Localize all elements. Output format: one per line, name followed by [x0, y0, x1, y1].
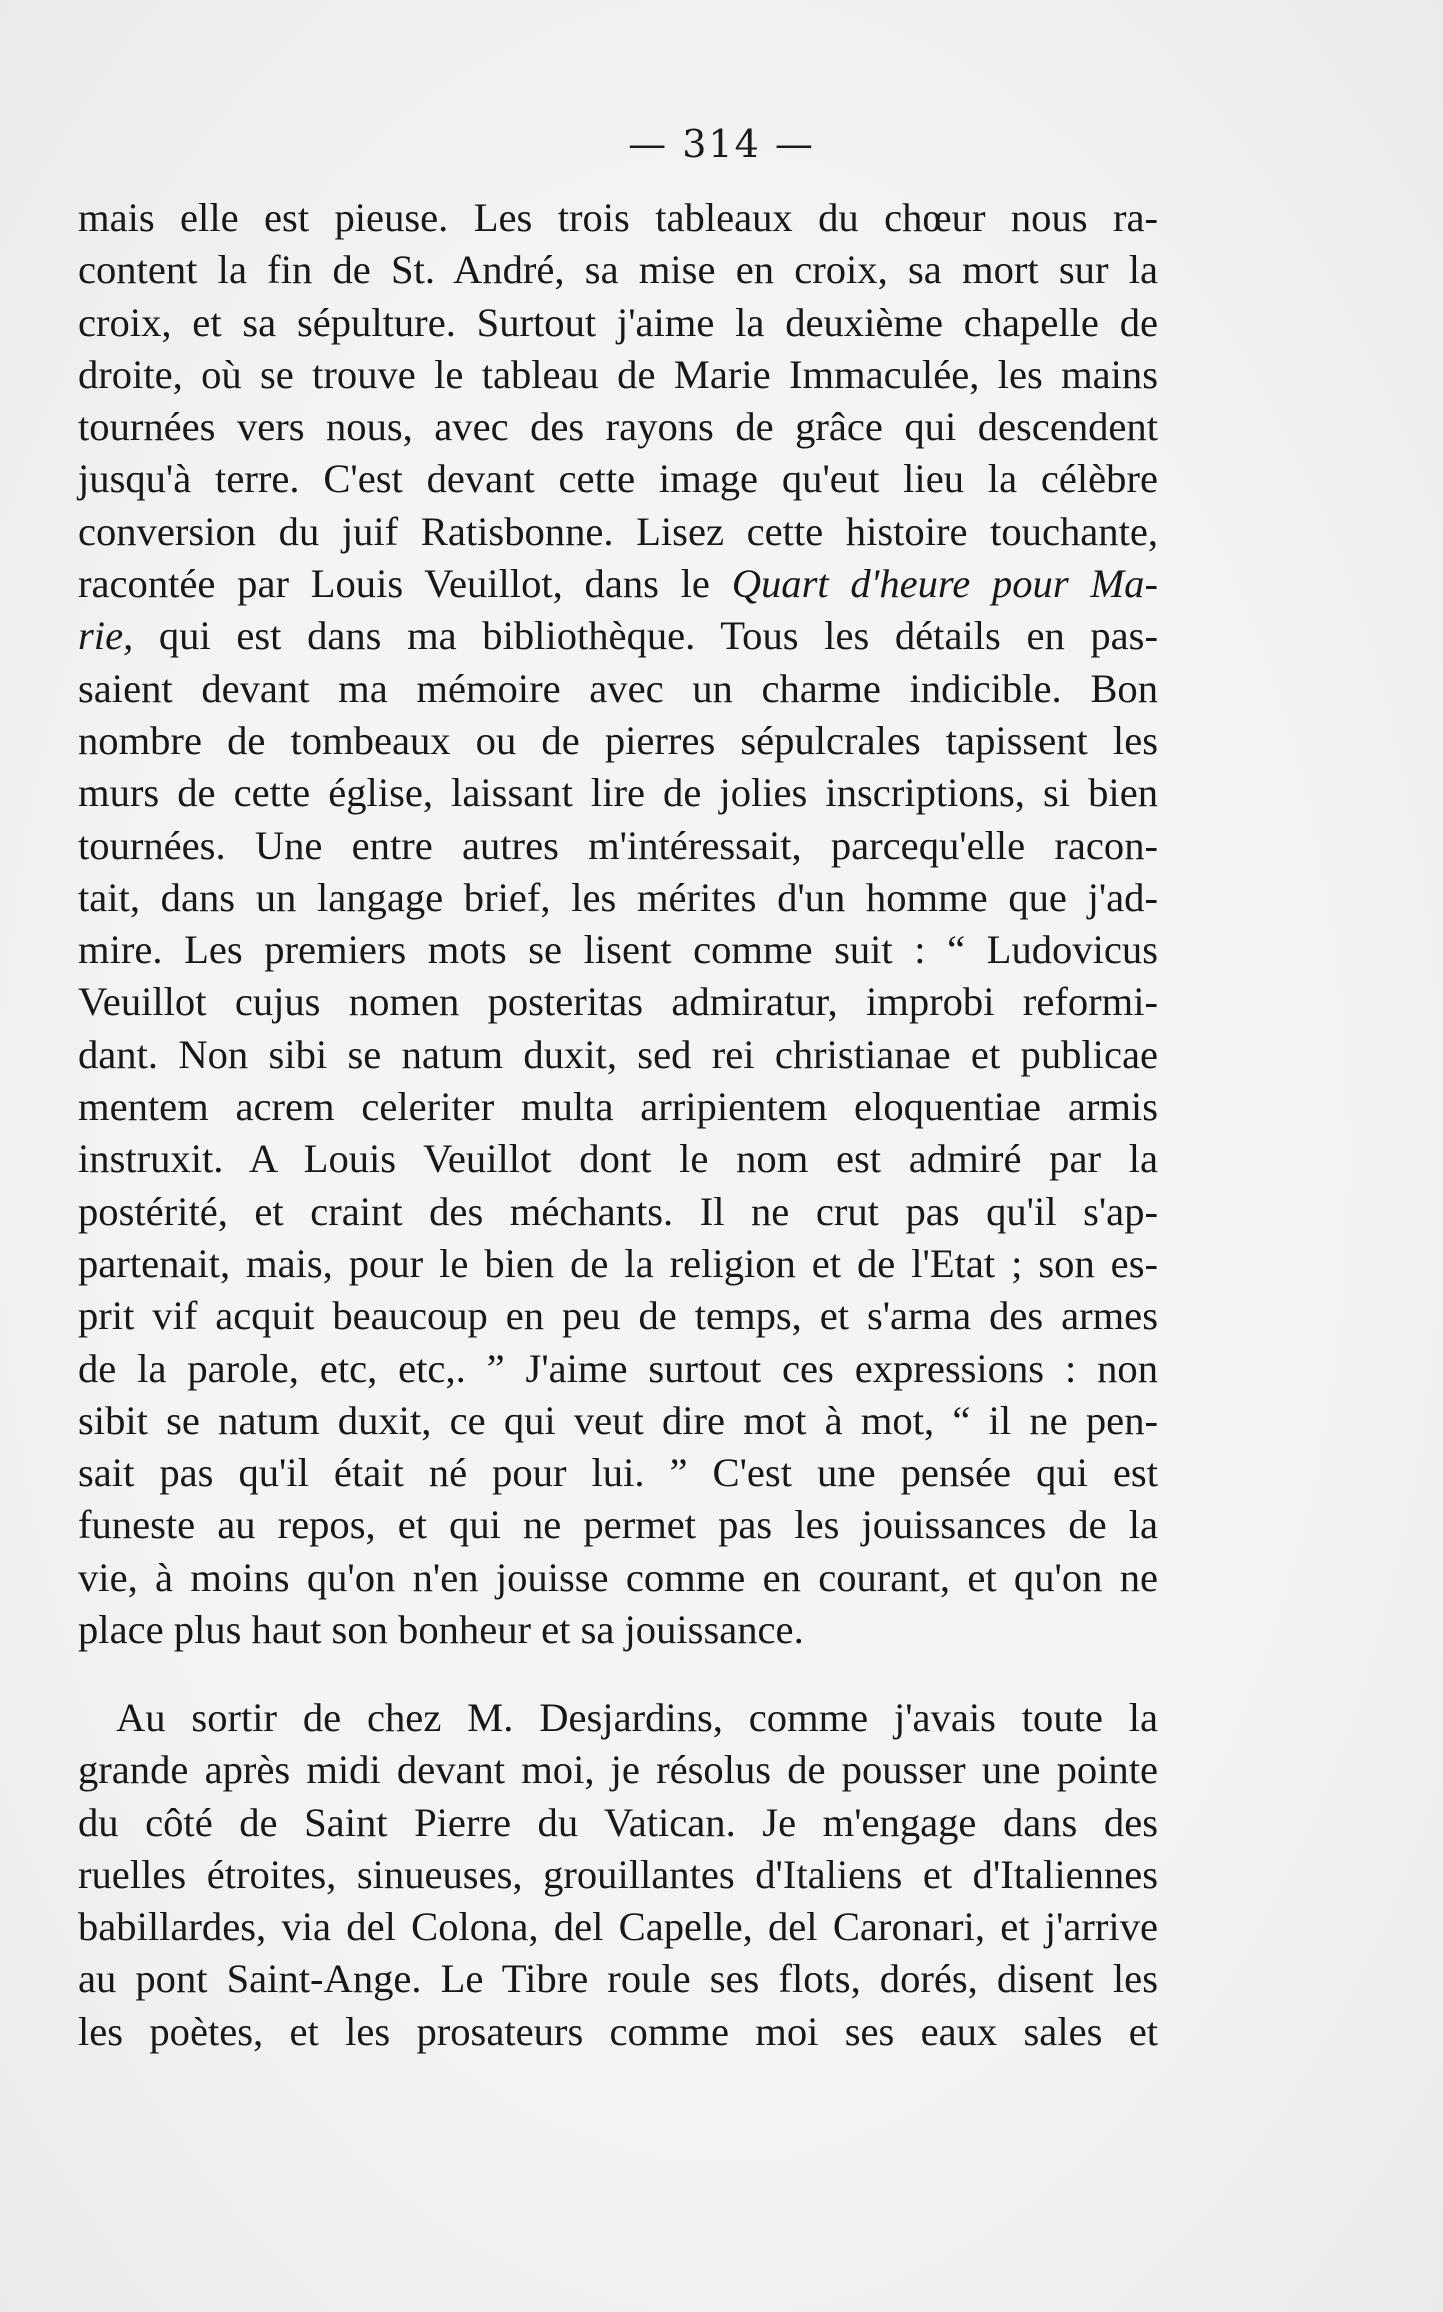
- text-line: ruelles étroites, sinueuses, grouillantes d'Italiens et d'Italiennes: [78, 1851, 1158, 1897]
- paragraph-2: [78, 1692, 1158, 2058]
- text-line: tournées vers nous, avec des rayons de grâce qui descendent: [78, 404, 1158, 450]
- text-line: place plus haut son bonheur et sa jouissance.: [78, 1607, 804, 1653]
- text-line: au pont Saint-Ange. Le Tibre roule ses flots, dorés, disent les: [78, 1956, 1158, 2002]
- text-line: Veuillot cujus nomen posteritas admiratur, improbi reformi-: [78, 979, 1158, 1025]
- text-line: sibit se natum duxit, ce qui veut dire mot à mot, “ il ne pen-: [78, 1397, 1158, 1443]
- text-line: funeste au repos, et qui ne permet pas les jouissances de la: [78, 1502, 1158, 1548]
- text-line: partenait, mais, pour le bien de la religion et de l'Etat ; son es-: [78, 1240, 1158, 1286]
- text-line: mire. Les premiers mots se lisent comme suit : “ Ludovicus: [78, 927, 1158, 973]
- text-line: saient devant ma mémoire avec un charme indicible. Bon: [78, 665, 1158, 711]
- text-line: conversion du juif Ratisbonne. Lisez cette histoire touchante,: [78, 508, 1158, 554]
- text-line: babillardes, via del Colona, del Capelle, del Caronari, et j'arrive: [78, 1904, 1158, 1950]
- text-line: tournées. Une entre autres m'intéressait, parcequ'elle racon-: [78, 822, 1158, 868]
- text-line: rie, qui est dans ma bibliothèque. Tous les détails en pas-: [78, 613, 1158, 659]
- paragraph-1: [78, 192, 1158, 1656]
- text-line: Au sortir de chez M. Desjardins, comme j'avais toute la: [116, 1695, 1158, 1740]
- text-line: mentem acrem celeriter multa arripientem eloquentiae armis: [78, 1084, 1158, 1130]
- text-line: jusqu'à terre. C'est devant cette image qu'eut lieu la célèbre: [78, 456, 1158, 502]
- text-line: grande après midi devant moi, je résolus de pousser une pointe: [78, 1747, 1158, 1793]
- text-line: les poètes, et les prosateurs comme moi ses eaux sales et: [78, 2008, 1158, 2054]
- text-line: croix, et sa sépulture. Surtout j'aime la deuxième chapelle de: [78, 299, 1158, 345]
- text-line: instruxit. A Louis Veuillot dont le nom est admiré par la: [78, 1136, 1158, 1182]
- text-line: du côté de Saint Pierre du Vatican. Je m'engage dans des: [78, 1799, 1158, 1845]
- text-line: nombre de tombeaux ou de pierres sépulcrales tapissent les: [78, 717, 1158, 763]
- page-number: — 314 —: [628, 122, 815, 166]
- text-line: racontée par Louis Veuillot, dans le Quart d'heure pour Ma-: [78, 561, 1158, 607]
- text-line: dant. Non sibi se natum duxit, sed rei christianae et publicae: [78, 1031, 1158, 1077]
- text-line: de la parole, etc, etc,. ” J'aime surtout ces expressions : non: [78, 1345, 1158, 1391]
- text-line: content la fin de St. André, sa mise en croix, sa mort sur la: [78, 247, 1158, 293]
- text-line: mais elle est pieuse. Les trois tableaux du chœur nous ra-: [78, 195, 1158, 240]
- text-line: droite, où se trouve le tableau de Marie Immaculée, les mains: [78, 351, 1158, 397]
- text-line: tait, dans un langage brief, les mérites d'un homme que j'ad-: [78, 874, 1158, 920]
- text-line: murs de cette église, laissant lire de jolies inscriptions, si bien: [78, 770, 1158, 816]
- text-line: vie, à moins qu'on n'en jouisse comme en courant, et qu'on ne: [78, 1554, 1158, 1600]
- text-line: postérité, et craint des méchants. Il ne crut pas qu'il s'ap-: [78, 1188, 1158, 1234]
- text-line: prit vif acquit beaucoup en peu de temps, et s'arma des armes: [78, 1293, 1158, 1339]
- text-line: sait pas qu'il était né pour lui. ” C'est une pensée qui est: [78, 1450, 1158, 1496]
